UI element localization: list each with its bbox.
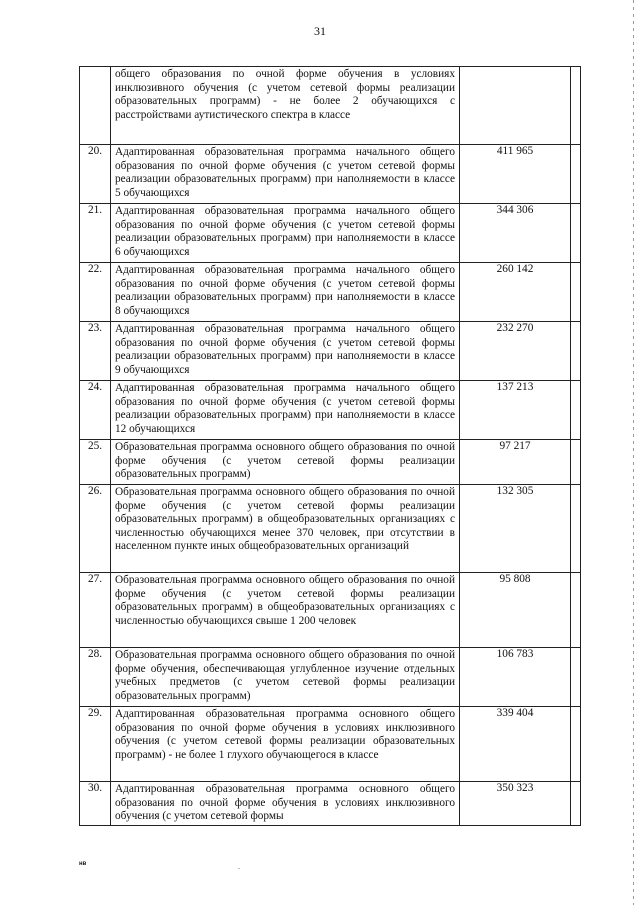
empty-cell [571, 573, 581, 648]
table-row [80, 263, 581, 322]
tariff-table [79, 66, 581, 826]
program-name: Адаптированная образовательная программа начального общего образования по очной форме обучения (с учетом сетевой формы реализации образовательных программ) при наполняемости в классе 9 обучающихся [111, 322, 460, 381]
cost-value: 232 270 [460, 322, 571, 381]
row-number: 24. [80, 381, 111, 440]
row-number: 25. [80, 440, 111, 485]
table-row [80, 782, 581, 826]
table-row [80, 322, 581, 381]
row-number: 27. [80, 573, 111, 648]
program-name: Адаптированная образовательная программа начального общего образования по очной форме обучения (с учетом сетевой формы реализации образовательных программ) при наполняемости в классе 6 обучающихся [111, 204, 460, 263]
row-number: 26. [80, 485, 111, 573]
program-name: Адаптированная образовательная программа начального общего образования по очной форме обучения (с учетом сетевой формы реализации образовательных программ) при наполняемости в классе 12 обучающихся [111, 381, 460, 440]
row-number: 28. [80, 648, 111, 707]
empty-cell [571, 485, 581, 573]
cost-value: 132 305 [460, 485, 571, 573]
cost-value: 350 323 [460, 782, 571, 826]
cost-value: 260 142 [460, 263, 571, 322]
program-name: Образовательная программа основного общего образования по очной форме обучения, обеспечивающая углубленное изучение отдельных учебных предметов (с учетом сетевой формы реализации образовательных программ) [111, 648, 460, 707]
empty-cell [571, 648, 581, 707]
cost-value: 344 306 [460, 204, 571, 263]
cost-value [460, 67, 571, 145]
empty-cell [571, 440, 581, 485]
cost-value: 106 783 [460, 648, 571, 707]
empty-cell [571, 322, 581, 381]
scan-edge-line [633, 0, 634, 905]
program-name: Адаптированная образовательная программа основного общего образования по очной форме обучения в условиях инклюзивного обучения (с учетом сетевой формы реализации образовательных программ) - не более 1 глухого обучающегося в классе [111, 707, 460, 782]
cost-value: 411 965 [460, 145, 571, 204]
program-name: Адаптированная образовательная программа основного общего образования по очной форме обучения в условиях инклюзивного обучения (с учетом сетевой формы [111, 782, 460, 826]
program-name: Адаптированная образовательная программа начального общего образования по очной форме обучения (с учетом сетевой формы реализации образовательных программ) при наполняемости в классе 5 обучающихся [111, 145, 460, 204]
empty-cell [571, 67, 581, 145]
table-row [80, 485, 581, 573]
cost-value: 97 217 [460, 440, 571, 485]
cost-value: 95 808 [460, 573, 571, 648]
row-number: 23. [80, 322, 111, 381]
empty-cell [571, 381, 581, 440]
table-row [80, 145, 581, 204]
page-number: 31 [314, 24, 326, 38]
footer-mark: нв [79, 861, 87, 867]
table-row [80, 381, 581, 440]
empty-cell [571, 204, 581, 263]
empty-cell [571, 707, 581, 782]
table-row [80, 67, 581, 145]
table-row [80, 573, 581, 648]
table-row [80, 648, 581, 707]
footer-dot: . [238, 862, 240, 871]
row-number: 20. [80, 145, 111, 204]
table-row [80, 707, 581, 782]
cost-value: 137 213 [460, 381, 571, 440]
row-number [80, 67, 111, 145]
table-row [80, 440, 581, 485]
program-name: Образовательная программа основного общего образования по очной форме обучения (с учетом сетевой формы реализации образовательных программ) [111, 440, 460, 485]
cost-value: 339 404 [460, 707, 571, 782]
row-number: 29. [80, 707, 111, 782]
row-number: 30. [80, 782, 111, 826]
program-name: Образовательная программа основного общего образования по очной форме обучения (с учетом сетевой формы реализации образовательных программ) в общеобразовательных организациях с численностью обучающихся свыше 1 200 человек [111, 573, 460, 648]
row-number: 21. [80, 204, 111, 263]
program-name: общего образования по очной форме обучения в условиях инклюзивного обучения (с учетом сетевой формы реализации образовательных программ) - не более 2 обучающихся с расстройствами аутистического спектра в классе [111, 67, 460, 145]
empty-cell [571, 145, 581, 204]
program-name: Адаптированная образовательная программа начального общего образования по очной форме обучения (с учетом сетевой формы реализации образовательных программ) при наполняемости в классе 8 обучающихся [111, 263, 460, 322]
table-row [80, 204, 581, 263]
program-name: Образовательная программа основного общего образования по очной форме обучения (с учетом сетевой формы реализации образовательных программ) в общеобразовательных организациях с численностью обучающихся менее 370 человек, при отсутствии в населенном пункте иных общеобразовательных организаций [111, 485, 460, 573]
row-number: 22. [80, 263, 111, 322]
empty-cell [571, 782, 581, 826]
empty-cell [571, 263, 581, 322]
